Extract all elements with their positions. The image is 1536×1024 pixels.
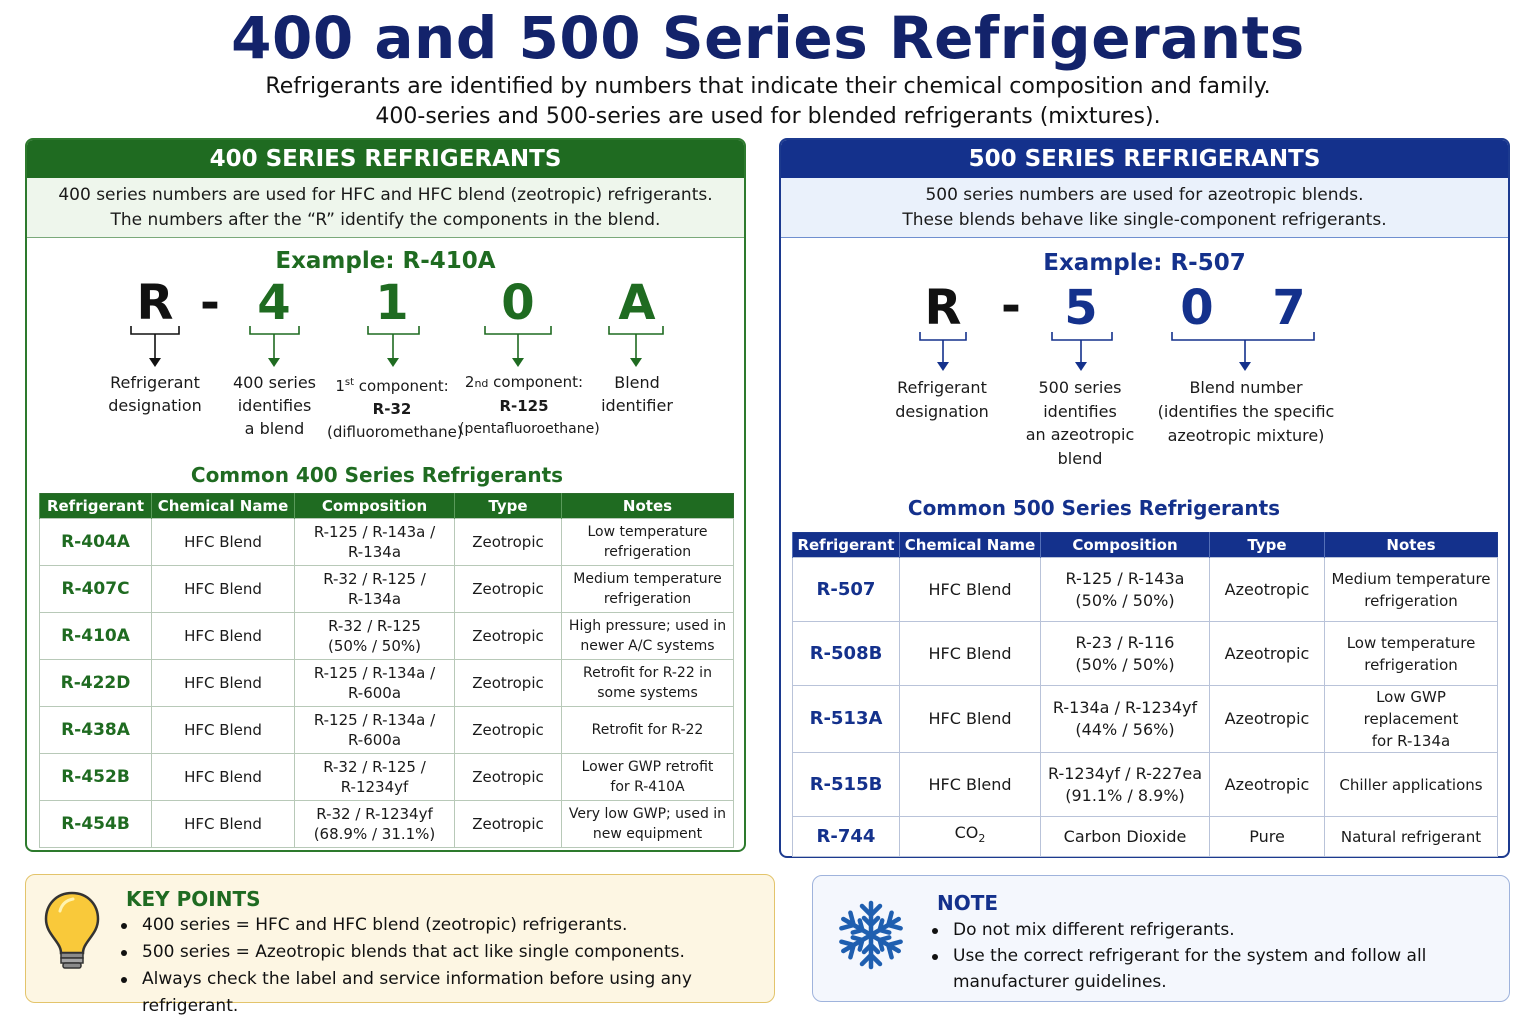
table-row: [793, 622, 1498, 686]
composition-cell: R-23 / R-116 (50% / 50%): [1041, 622, 1210, 686]
note-list: [929, 917, 1489, 995]
notes-cell: Medium temperature refrigeration: [1325, 558, 1498, 622]
type-cell: Azeotropic: [1210, 686, 1325, 753]
snowflake-icon: [835, 898, 907, 972]
table-400-refrigerants: [39, 493, 734, 848]
chemical-cell: HFC Blend: [900, 622, 1041, 686]
label-400-refrigerant-designation: Refrigerant designation: [108, 373, 202, 415]
example-500-char-5: 5: [1064, 280, 1098, 336]
label-500-blend-number: Blend number (identifies the specific azeotropic mixture): [1157, 378, 1335, 445]
composition-cell: R-1234yf / R-227ea (91.1% / 8.9%): [1041, 753, 1210, 817]
chemical-cell: HFC Blend: [900, 558, 1041, 622]
notes-cell: Low temperature refrigeration: [562, 519, 734, 566]
refrigerant-cell: R-744: [793, 817, 900, 857]
chemical-cell: HFC Blend: [152, 613, 295, 660]
type-cell: Zeotropic: [455, 801, 562, 848]
type-cell: Pure: [1210, 817, 1325, 857]
notes-cell: High pressure; used in newer A/C systems: [562, 613, 734, 660]
example-400-title: Example: R-410A: [275, 248, 496, 274]
panel-400-series: [25, 138, 746, 852]
chemical-cell: HFC Blend: [152, 660, 295, 707]
example-500-char-7: 7: [1272, 280, 1306, 336]
composition-cell: R-125 / R-143a (50% / 50%): [1041, 558, 1210, 622]
refrigerant-cell: R-438A: [40, 707, 152, 754]
table-500-header-row: [793, 533, 1498, 558]
table-row: [40, 660, 734, 707]
label-400-second-component: 2nd component: R-125 (pentafluoroethane): [459, 373, 600, 437]
example-400-char-1: 1: [375, 275, 409, 331]
panel-500-desc-line-2: These blends behave like single-component refrigerants.: [902, 210, 1387, 230]
panel-400-header: 400 SERIES REFRIGERANTS: [27, 140, 744, 178]
subtitle-line-2: 400-series and 500-series are used for blended refrigerants (mixtures).: [375, 104, 1161, 129]
notes-cell: Chiller applications: [1325, 753, 1498, 817]
column-header: Composition: [1041, 533, 1210, 558]
example-400-brackets: [27, 320, 748, 370]
composition-cell: R-125 / R-143a / R-134a: [295, 519, 455, 566]
chemical-cell: HFC Blend: [900, 753, 1041, 817]
refrigerant-cell: R-422D: [40, 660, 152, 707]
panel-400-desc-line-2: The numbers after the “R” identify the components in the blend.: [110, 210, 661, 230]
refrigerant-cell: R-507: [793, 558, 900, 622]
column-header: Chemical Name: [152, 494, 295, 519]
note-box: [812, 875, 1510, 1002]
notes-cell: Medium temperature refrigeration: [562, 566, 734, 613]
key-points-title: KEY POINTS: [126, 887, 261, 911]
table-row: [793, 753, 1498, 817]
refrigerant-cell: R-410A: [40, 613, 152, 660]
list-item: 500 series = Azeotropic blends that act like single components.: [118, 939, 768, 966]
example-500-char-0: 0: [1180, 280, 1214, 336]
label-400-series-identifies: 400 series identifies a blend: [232, 373, 316, 438]
composition-cell: R-125 / R-134a / R-600a: [295, 660, 455, 707]
type-cell: Azeotropic: [1210, 622, 1325, 686]
type-cell: Azeotropic: [1210, 753, 1325, 817]
page-title: 400 and 500 Series Refrigerants: [231, 4, 1305, 72]
notes-cell: Retrofit for R-22 in some systems: [562, 660, 734, 707]
notes-cell: Very low GWP; used in new equipment: [562, 801, 734, 848]
panel-500-header: 500 SERIES REFRIGERANTS: [781, 140, 1508, 178]
type-cell: Zeotropic: [455, 519, 562, 566]
composition-cell: Carbon Dioxide: [1041, 817, 1210, 857]
table-row: [40, 801, 734, 848]
chemical-cell: HFC Blend: [152, 566, 295, 613]
refrigerant-cell: R-452B: [40, 754, 152, 801]
notes-cell: Lower GWP retrofit for R-410A: [562, 754, 734, 801]
label-400-blend-identifier: Blend identifier: [601, 373, 673, 415]
example-500-title: Example: R-507: [1043, 250, 1246, 276]
type-cell: Zeotropic: [455, 613, 562, 660]
table-400-title: Common 400 Series Refrigerants: [190, 463, 564, 487]
example-400-char-r: R: [136, 275, 174, 331]
refrigerant-cell: R-454B: [40, 801, 152, 848]
example-500-char-dash: -: [1001, 278, 1021, 334]
composition-cell: R-134a / R-1234yf (44% / 56%): [1041, 686, 1210, 753]
chemical-cell: $CO_2$: [900, 817, 1041, 857]
chemical-cell: HFC Blend: [900, 686, 1041, 753]
chemical-cell: HFC Blend: [152, 801, 295, 848]
type-cell: Azeotropic: [1210, 558, 1325, 622]
column-header: Composition: [295, 494, 455, 519]
refrigerant-cell: R-407C: [40, 566, 152, 613]
panel-500-desc-line-1: 500 series numbers are used for azeotropic blends.: [925, 185, 1364, 205]
example-400-char-0: 0: [501, 275, 535, 331]
refrigerant-cell: R-508B: [793, 622, 900, 686]
lightbulb-icon: [42, 889, 102, 973]
key-points-list: [118, 912, 768, 1020]
composition-cell: R-32 / R-125 (50% / 50%): [295, 613, 455, 660]
table-row: [793, 558, 1498, 622]
note-title: NOTE: [937, 891, 999, 915]
composition-cell: R-32 / R-1234yf (68.9% / 31.1%): [295, 801, 455, 848]
composition-cell: R-32 / R-125 / R-1234yf: [295, 754, 455, 801]
panel-500-description: [781, 178, 1508, 238]
example-500-char-r: R: [924, 280, 962, 336]
column-header: Refrigerant: [793, 533, 900, 558]
notes-cell: Low GWP replacement for R-134a: [1325, 686, 1498, 753]
example-400-char-dash: -: [200, 275, 220, 331]
table-row: [793, 817, 1498, 857]
key-points-box: [25, 874, 775, 1016]
refrigerant-cell: R-515B: [793, 753, 900, 817]
example-400-char-a: A: [618, 275, 656, 331]
type-cell: Zeotropic: [455, 707, 562, 754]
column-header: Notes: [562, 494, 734, 519]
notes-cell: Natural refrigerant: [1325, 817, 1498, 857]
list-item: Always check the label and service information before using any refrigerant.: [118, 966, 768, 1020]
table-500-refrigerants: [792, 532, 1498, 857]
notes-cell: Retrofit for R-22: [562, 707, 734, 754]
chemical-cell: HFC Blend: [152, 707, 295, 754]
table-400-header-row: [40, 494, 734, 519]
column-header: Notes: [1325, 533, 1498, 558]
notes-cell: Low temperature refrigeration: [1325, 622, 1498, 686]
subtitle-line-1: Refrigerants are identified by numbers that indicate their chemical composition and family.: [265, 74, 1271, 99]
example-500-brackets: [781, 326, 1512, 376]
panel-500-series: [779, 138, 1510, 858]
column-header: Chemical Name: [900, 533, 1041, 558]
composition-cell: R-125 / R-134a / R-600a: [295, 707, 455, 754]
list-item: Use the correct refrigerant for the system and follow all manufacturer guidelines.: [929, 943, 1489, 995]
list-item: 400 series = HFC and HFC blend (zeotropic) refrigerants.: [118, 912, 768, 939]
panel-400-desc-line-1: 400 series numbers are used for HFC and HFC blend (zeotropic) refrigerants.: [58, 185, 713, 205]
composition-cell: R-32 / R-125 / R-134a: [295, 566, 455, 613]
type-cell: Zeotropic: [455, 660, 562, 707]
example-400-char-4: 4: [257, 275, 291, 331]
refrigerant-cell: R-513A: [793, 686, 900, 753]
label-400-first-component: 1st component: R-32 (difluoromethane): [327, 377, 463, 441]
refrigerant-cell: R-404A: [40, 519, 152, 566]
table-row: [40, 566, 734, 613]
label-500-refrigerant-designation: Refrigerant designation: [895, 378, 989, 421]
table-row: [40, 707, 734, 754]
type-cell: Zeotropic: [455, 754, 562, 801]
column-header: Type: [1210, 533, 1325, 558]
panel-400-description: [27, 178, 744, 238]
label-500-series-identifies: 500 series identifies an azeotropic blend: [1025, 378, 1135, 468]
column-header: Type: [455, 494, 562, 519]
chemical-cell: HFC Blend: [152, 754, 295, 801]
table-row: [793, 686, 1498, 753]
table-row: [40, 519, 734, 566]
list-item: Do not mix different refrigerants.: [929, 917, 1489, 943]
chemical-cell: HFC Blend: [152, 519, 295, 566]
table-row: [40, 613, 734, 660]
type-cell: Zeotropic: [455, 566, 562, 613]
table-500-title: Common 500 Series Refrigerants: [907, 496, 1281, 520]
table-row: [40, 754, 734, 801]
column-header: Refrigerant: [40, 494, 152, 519]
